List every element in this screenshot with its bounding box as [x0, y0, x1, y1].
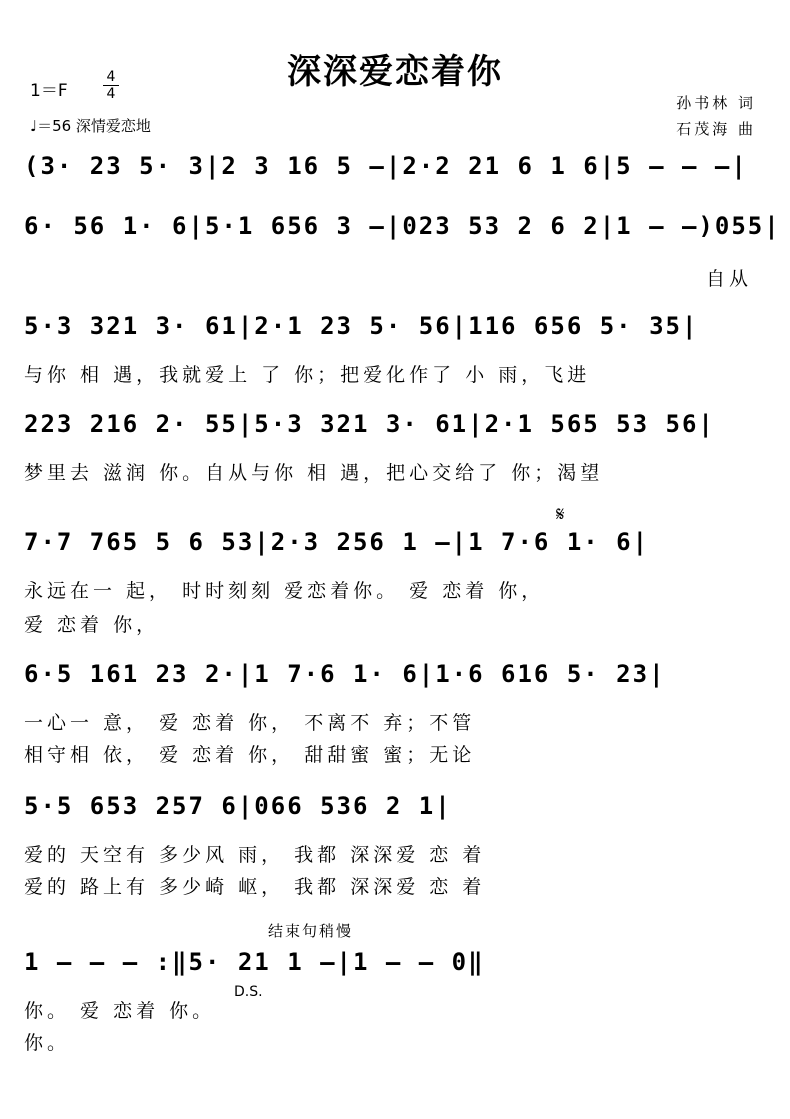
lyric-tail: 自从: [706, 268, 753, 290]
lyric-verse-1: 与你 相 遇，我就爱上 了 你；把爱化作了 小 雨，飞进: [24, 364, 591, 386]
score-line-6: [0, 660, 790, 772]
lyric-verse-2: 相守相 依， 爱 恋着 你， 甜甜蜜 蜜；无论: [24, 744, 476, 766]
score-line-3: [0, 312, 790, 424]
lyricist: 孙书林 词: [676, 94, 756, 112]
lyric-verse-2: 爱的 路上有 多少崎 岖， 我都 深深爱 恋 着: [24, 876, 486, 898]
notation: 5·3 321 3· 61|2·1 23 5· 56|116 656 5· 35|: [24, 312, 699, 340]
score-line-2: [0, 212, 790, 324]
time-signature-top: 4: [106, 69, 116, 85]
key-signature: 1＝F: [30, 81, 68, 101]
score-line-5: [0, 502, 790, 640]
notation: 7·7 765 5 6 53|2·3 256 1 –|1 7·6 1· 6|: [24, 528, 650, 556]
score-line-4: [0, 410, 790, 522]
song-title: 深深爱恋着你: [287, 52, 503, 92]
lyric-verse-1: 梦里去 滋润 你。自从与你 相 遇，把心交给了 你；渴望: [24, 462, 604, 484]
notation: 6· 56 1· 6|5·1 656 3 –|023 53 2 6 2|1 – –)055|: [24, 212, 781, 240]
score-line-7: [0, 792, 790, 904]
segno-icon: 𝄋: [556, 502, 565, 526]
lyric-verse-1: 爱的 天空有 多少风 雨， 我都 深深爱 恋 着: [24, 844, 486, 866]
lyric-verse-1: 一心一 意， 爱 恋着 你， 不离不 弃；不管: [24, 712, 476, 734]
lyric-verse-2: 你。: [24, 1032, 71, 1054]
time-signature: [103, 69, 119, 102]
time-signature-bottom: 4: [103, 85, 119, 102]
score-line-8: [0, 948, 790, 1060]
notation: 6·5 161 23 2·|1 7·6 1· 6|1·6 616 5· 23|: [24, 660, 666, 688]
ds-marker: D.S.: [234, 984, 263, 1000]
quarter-note-icon: ♩: [30, 117, 38, 135]
lyric-verse-1: 你。 爱 恋着 你。: [24, 1000, 216, 1022]
notation: 1 – – – :‖5· 21 1 –|1 – – 0‖: [24, 948, 485, 976]
composer: 石茂海 曲: [676, 120, 756, 138]
lyric-verse-1: 永远在一 起， 时时刻刻 爱恋着你。 爱 恋着 你，: [24, 580, 545, 602]
tempo-marking: [30, 115, 151, 136]
notation: 5·5 653 257 6|066 536 2 1|: [24, 792, 452, 820]
lyric-verse-2: 爱 恋着 你，: [24, 614, 160, 636]
notation: 223 216 2· 55|5·3 321 3· 61|2·1 565 53 56|: [24, 410, 715, 438]
ending-tempo-note: 结束句稍慢: [268, 922, 354, 940]
tempo-text: ＝56 深情爱恋地: [37, 117, 151, 135]
notation: (3· 23 5· 3|2 3 16 5 –|2·2 21 6 1 6|5 – – –|: [24, 152, 748, 180]
